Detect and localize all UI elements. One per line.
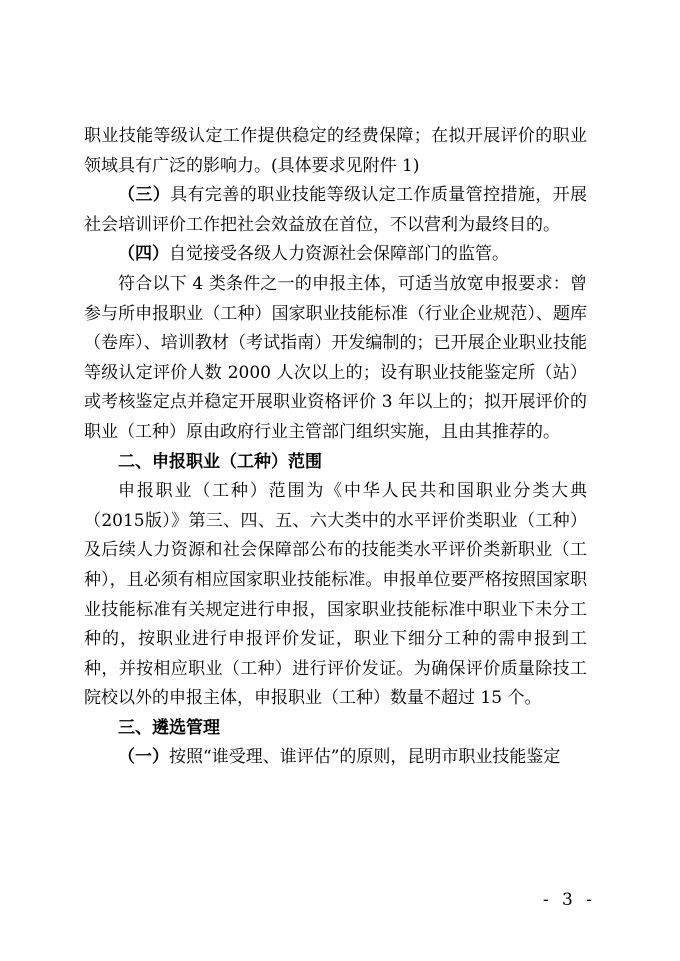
paragraph-scope: 申报职业（工种）范围为《中华人民共和国职业分类大典（2015版）》第三、四、五、六大类中的水平评价类职业（工种）及后续人力资源和社会保障部公布的技能类水平评价类新职业（工种），且必须有相应国家职业技能标准。申报单位要严格按照国家职业技能标准有关规定进行申报，国家职业技能标准中职业下未分工种的，按职业进行申报评价发证，职业下细分工种的需申报到工种，并按相应职业（工种）进行评价发证。为确保评价质量除技工院校以外的申报主体，申报职业（工种）数量不超过 15 个。 xyxy=(84,481,587,709)
item-number: （四） xyxy=(118,244,169,265)
paragraph-funding-continued: 职业技能等级认定工作提供稳定的经费保障；在拟开展评价的职业领域具有广泛的影响力。(具体要求见附件 1) xyxy=(84,126,587,176)
paragraph-selection-item-1 xyxy=(84,743,587,773)
item-text: 自觉接受各级人力资源社会保障部门的监管。 xyxy=(169,244,509,265)
section-heading-2: 二、申报职业（工种）范围 xyxy=(118,451,322,472)
item-text: 按照“谁受理、谁评估”的原则，昆明市职业技能鉴定 xyxy=(169,747,561,768)
item-text: 具有完善的职业技能等级认定工作质量管控措施，开展社会培训评价工作把社会效益放在首位，不以营利为最终目的。 xyxy=(84,185,588,235)
section-heading-3: 三、遴选管理 xyxy=(118,717,220,738)
paragraph-relaxed-conditions: 符合以下 4 类条件之一的申报主体，可适当放宽申报要求：曾参与所申报职业（工种）国家职业技能标准（行业企业规范）、题库（卷库）、培训教材（考试指南）开发编制的；已开展企业职业技能等级认定评价人数 2000 人次以上的；设有职业技能鉴定所（站）或考核鉴定点并稳定开展职业资格评价 3 年以上的；拟开展评价的职业（工种）原由政府行业主管部门组织实施，且由其推荐的。 xyxy=(84,273,587,442)
page-number: - 3 - xyxy=(542,890,596,910)
document-body xyxy=(84,122,587,773)
paragraph-item-3 xyxy=(84,181,587,240)
item-number: （一） xyxy=(118,747,169,768)
item-number: （三） xyxy=(118,185,171,206)
paragraph-item-4 xyxy=(84,240,587,270)
